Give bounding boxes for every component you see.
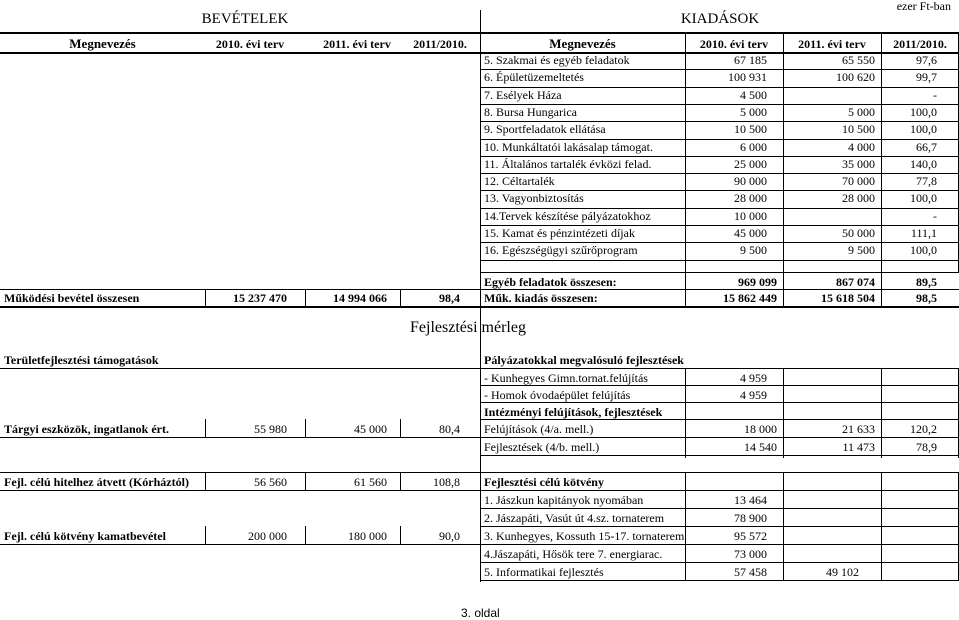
grid-line bbox=[881, 472, 882, 580]
development-title: Fejlesztési mérleg bbox=[410, 319, 526, 336]
operating-expense-ratio: 98,5 bbox=[916, 291, 937, 305]
expense-title: KIADÁSOK bbox=[680, 11, 760, 27]
loan-transfer-2010: 56 560 bbox=[254, 475, 287, 489]
grid-line bbox=[480, 402, 959, 403]
expense-row-ratio: 111,1 bbox=[910, 226, 937, 240]
expense-row-ratio: 77,8 bbox=[916, 174, 937, 188]
grid-line bbox=[0, 544, 959, 545]
loan-transfer-ratio: 108,8 bbox=[433, 475, 460, 489]
grid-line bbox=[480, 526, 959, 527]
grid-line bbox=[480, 562, 959, 563]
bond-item-2010: 13 464 bbox=[734, 493, 767, 507]
expense-row-name: 12. Céltartalék bbox=[484, 174, 555, 188]
bond-item-2010: 73 000 bbox=[734, 547, 767, 561]
bond-item-name: 3. Kunhegyes, Kossuth 15-17. tornaterem bbox=[484, 529, 685, 543]
expense-row-name: 5. Szakmai és egyéb feladatok bbox=[484, 53, 630, 67]
grid-line bbox=[0, 368, 959, 369]
developments-2011: 11 473 bbox=[842, 440, 875, 454]
homok-item: - Homok óvodaépület felújítás bbox=[484, 388, 631, 402]
renovations-2011: 21 633 bbox=[842, 422, 875, 436]
expense-row-2010: 5 000 bbox=[740, 105, 767, 119]
operating-expense-label: Műk. kiadás összesen: bbox=[484, 291, 598, 305]
grid-line bbox=[0, 289, 480, 290]
expense-row-2011: 4 000 bbox=[848, 140, 875, 154]
other-total-2011: 867 074 bbox=[836, 275, 875, 289]
expense-row-2010: 4 500 bbox=[740, 88, 767, 102]
loan-transfer-2011: 61 560 bbox=[354, 475, 387, 489]
expense-row-name: 8. Bursa Hungarica bbox=[484, 105, 577, 119]
expense-row-ratio: 140,0 bbox=[910, 157, 937, 171]
expense-row-2011: 70 000 bbox=[842, 174, 875, 188]
expense-row-ratio: - bbox=[933, 209, 937, 223]
grid-line bbox=[685, 472, 686, 580]
expense-row-2011: 35 000 bbox=[842, 157, 875, 171]
expense-row-2011: 65 550 bbox=[842, 53, 875, 67]
operating-expense-2010: 15 862 449 bbox=[723, 291, 777, 305]
expense-row-2011: 100 620 bbox=[836, 70, 875, 84]
grid-line bbox=[480, 419, 959, 420]
expense-row-name: 16. Egészségügyi szűrőprogram bbox=[484, 243, 638, 257]
grid-line bbox=[480, 289, 959, 290]
expense-row-2011: 50 000 bbox=[842, 226, 875, 240]
expense-row-2010: 9 500 bbox=[740, 243, 767, 257]
assets-2011: 45 000 bbox=[354, 422, 387, 436]
renovations-2010: 18 000 bbox=[744, 422, 777, 436]
bond-item-name: 4.Jászapáti, Hősök tere 7. energiarac. bbox=[484, 547, 663, 561]
developments-2010: 14 540 bbox=[744, 440, 777, 454]
bond-interest-2011: 180 000 bbox=[348, 529, 387, 543]
grid-line bbox=[480, 580, 959, 581]
assets-2010: 55 980 bbox=[254, 422, 287, 436]
page-number: 3. oldal bbox=[461, 606, 500, 620]
revenue-title: BEVÉTELEK bbox=[201, 11, 289, 27]
expense-row-2011: 9 500 bbox=[848, 243, 875, 257]
expense-row-2011: 5 000 bbox=[848, 105, 875, 119]
bond-item-name: 5. Informatikai fejlesztés bbox=[484, 565, 604, 579]
grid-line bbox=[480, 272, 959, 273]
assets-label: Tárgyi eszközök, ingatlanok ért. bbox=[4, 422, 169, 436]
expense-row-name: 9. Sportfeladatok ellátása bbox=[484, 122, 606, 136]
expense-row-2010: 100 931 bbox=[728, 70, 767, 84]
expense-row-ratio: - bbox=[933, 88, 937, 102]
expense-row-name: 13. Vagyonbiztosítás bbox=[484, 191, 584, 205]
territorial-support-label: Területfejlesztési támogatások bbox=[4, 353, 159, 367]
expense-row-2010: 6 000 bbox=[740, 140, 767, 154]
expense-row-name: 14.Tervek készítése pályázatokhoz bbox=[484, 209, 651, 223]
operating-revenue-2010: 15 237 470 bbox=[233, 291, 287, 305]
developments-item: Fejlesztések (4/b. mell.) bbox=[484, 440, 600, 454]
bond-interest-2010: 200 000 bbox=[248, 529, 287, 543]
expense-row-2010: 67 185 bbox=[734, 53, 767, 67]
expense-row-name: 10. Munkáltatói lakásalap támogat. bbox=[484, 140, 653, 154]
expense-row-name: 6. Épületüzemeltetés bbox=[484, 70, 584, 84]
kunhegyes-item: - Kunhegyes Gimn.tornat.felújítás bbox=[484, 371, 648, 385]
expense-row-2010: 45 000 bbox=[734, 226, 767, 240]
expense-row-2010: 90 000 bbox=[734, 174, 767, 188]
grant-projects-label: Pályázatokkal megvalósuló fejlesztések bbox=[484, 353, 684, 367]
col-header-2010-left: 2010. évi terv bbox=[215, 37, 285, 51]
other-total-label: Egyéb feladatok összesen: bbox=[484, 275, 617, 289]
col-header-ratio-right: 2011/2010. bbox=[893, 37, 947, 51]
grid-line bbox=[0, 472, 959, 473]
col-header-ratio-left: 2011/2010. bbox=[413, 37, 467, 51]
expense-row-2011: 28 000 bbox=[842, 191, 875, 205]
col-header-2011-right: 2011. évi terv bbox=[798, 37, 866, 51]
expense-row-name: 15. Kamat és pénzintézeti díjak bbox=[484, 226, 635, 240]
developments-ratio: 78,9 bbox=[916, 440, 937, 454]
expense-row-ratio: 99,7 bbox=[916, 70, 937, 84]
other-total-2010: 969 099 bbox=[738, 275, 777, 289]
bond-item-2010: 95 572 bbox=[734, 529, 767, 543]
col-header-2011-left: 2011. évi terv bbox=[323, 37, 391, 51]
expense-row-ratio: 100,0 bbox=[910, 243, 937, 257]
expense-row-2010: 10 000 bbox=[734, 209, 767, 223]
bond-item-name: 1. Jászkun kapitányok nyomában bbox=[484, 493, 644, 507]
bond-item-2010: 57 458 bbox=[734, 565, 767, 579]
grid-line bbox=[0, 490, 959, 491]
expense-row-ratio: 97,6 bbox=[916, 53, 937, 67]
grid-line bbox=[480, 260, 959, 261]
bond-item-2010: 78 900 bbox=[734, 511, 767, 525]
unit-label: ezer Ft-ban bbox=[896, 0, 951, 13]
expense-row-ratio: 100,0 bbox=[910, 122, 937, 136]
expense-row-ratio: 100,0 bbox=[910, 105, 937, 119]
renovations-ratio: 120,2 bbox=[910, 422, 937, 436]
homok-value: 4 959 bbox=[740, 388, 767, 402]
operating-revenue-ratio: 98,4 bbox=[439, 291, 460, 305]
col-header-name-right: Megnevezés bbox=[549, 36, 616, 51]
bond-purpose-label: Fejlesztési célú kötvény bbox=[484, 475, 604, 489]
expense-row-2010: 28 000 bbox=[734, 191, 767, 205]
grid-line bbox=[480, 10, 481, 582]
assets-ratio: 80,4 bbox=[439, 422, 460, 436]
loan-transfer-label: Fejl. célú hitelhez átvett (Kórháztól) bbox=[4, 475, 189, 489]
grid-line bbox=[0, 437, 959, 438]
operating-expense-2011: 15 618 504 bbox=[821, 291, 875, 305]
expense-row-ratio: 66,7 bbox=[916, 140, 937, 154]
grid-line bbox=[480, 385, 959, 386]
expense-row-2010: 10 500 bbox=[734, 122, 767, 136]
operating-revenue-2011: 14 994 066 bbox=[333, 291, 387, 305]
other-total-ratio: 89,5 bbox=[916, 275, 937, 289]
col-header-name-left: Megnevezés bbox=[69, 36, 136, 51]
kunhegyes-value: 4 959 bbox=[740, 371, 767, 385]
institutional-label: Intézményi felújítások, fejlesztések bbox=[484, 405, 663, 419]
col-header-2010-right: 2010. évi terv bbox=[699, 37, 769, 51]
grid-line bbox=[480, 508, 959, 509]
expense-row-2010: 25 000 bbox=[734, 157, 767, 171]
expense-row-name: 7. Esélyek Háza bbox=[484, 88, 562, 102]
bond-interest-ratio: 90,0 bbox=[439, 529, 460, 543]
bond-item-2011: 49 102 bbox=[826, 565, 859, 579]
bond-interest-label: Fejl. célú kötvény kamatbevétel bbox=[4, 529, 166, 543]
expense-row-name: 11. Általános tartalék évközi felad. bbox=[484, 157, 652, 171]
grid-line bbox=[0, 306, 959, 308]
grid-line bbox=[783, 472, 784, 580]
bond-item-name: 2. Jászapáti, Vasút út 4.sz. tornaterem bbox=[484, 511, 665, 525]
operating-revenue-label: Működési bevétel összesen bbox=[4, 291, 140, 305]
expense-row-ratio: 100,0 bbox=[910, 191, 937, 205]
renovations-item: Felújítások (4/a. mell.) bbox=[484, 422, 594, 436]
expense-row-2011: 10 500 bbox=[842, 122, 875, 136]
grid-line bbox=[480, 455, 959, 456]
